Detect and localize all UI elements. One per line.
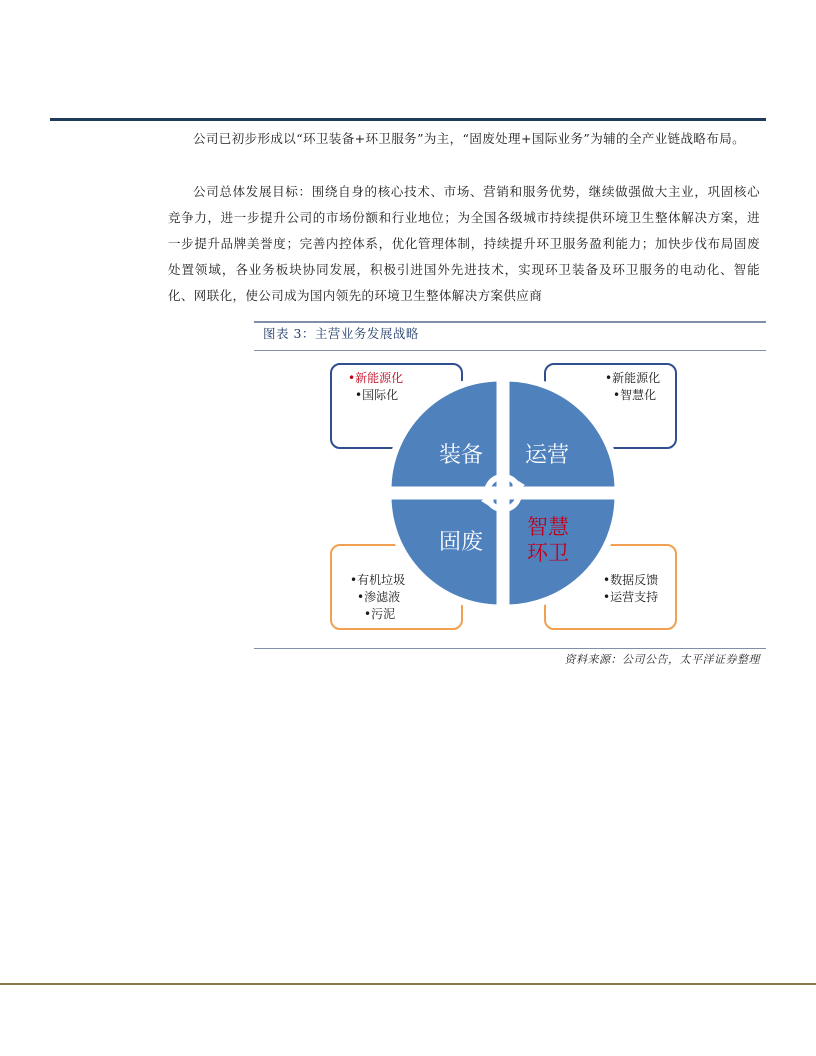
paragraph-development-goal: 公司总体发展目标：围绕自身的核心技术、市场、营销和服务优势，继续做强做大主业，巩固核心竞争力，进一步提升公司的市场份额和行业地位；为全国各级城市持续提供环境卫生整体解决方案，进一步提升品牌美誉度；完善内控体系，优化管理体制，持续提升环卫服务盈利能力；加快步伐布局固废处置领域，各业务板块协同发展，积极引进国外先进技术，实现环卫装备及环卫服务的电动化、智能化、网联化，使公司成为国内领先的环境卫生整体解决方案供应商 [168,184,760,303]
equipment-item-1: •新能源化 [348,371,404,385]
solid-waste-item-3: •污泥 [364,607,396,621]
operation-label: 运营 [524,443,570,468]
solid-waste-label: 固废 [438,530,484,555]
equipment-label: 装备 [438,443,484,468]
equipment-item-2: •国际化 [355,388,399,402]
smart-label-line1: 智慧 [527,515,569,539]
smart-item-2: •运营支持 [603,590,659,604]
paragraph-strategy-layout: 公司已初步形成以“环卫装备+环卫服务”为主，“固废处理+国际业务”为辅的全产业链战略布局。 [193,131,746,146]
footer-rule [0,983,816,985]
figure-title: 图表 3：主营业务发展战略 [263,326,419,341]
operation-item-1: •新能源化 [605,371,661,385]
smart-label-line2: 环卫 [527,541,569,565]
solid-waste-item-2: •渗滤液 [357,590,401,604]
figure-bottom-rule [254,648,766,649]
solid-waste-item-1: •有机垃圾 [350,573,406,587]
smart-item-1: •数据反馈 [603,573,659,587]
operation-item-2: •智慧化 [613,388,657,402]
figure-source: 资料来源：公司公告，太平洋证券整理 [564,653,760,666]
